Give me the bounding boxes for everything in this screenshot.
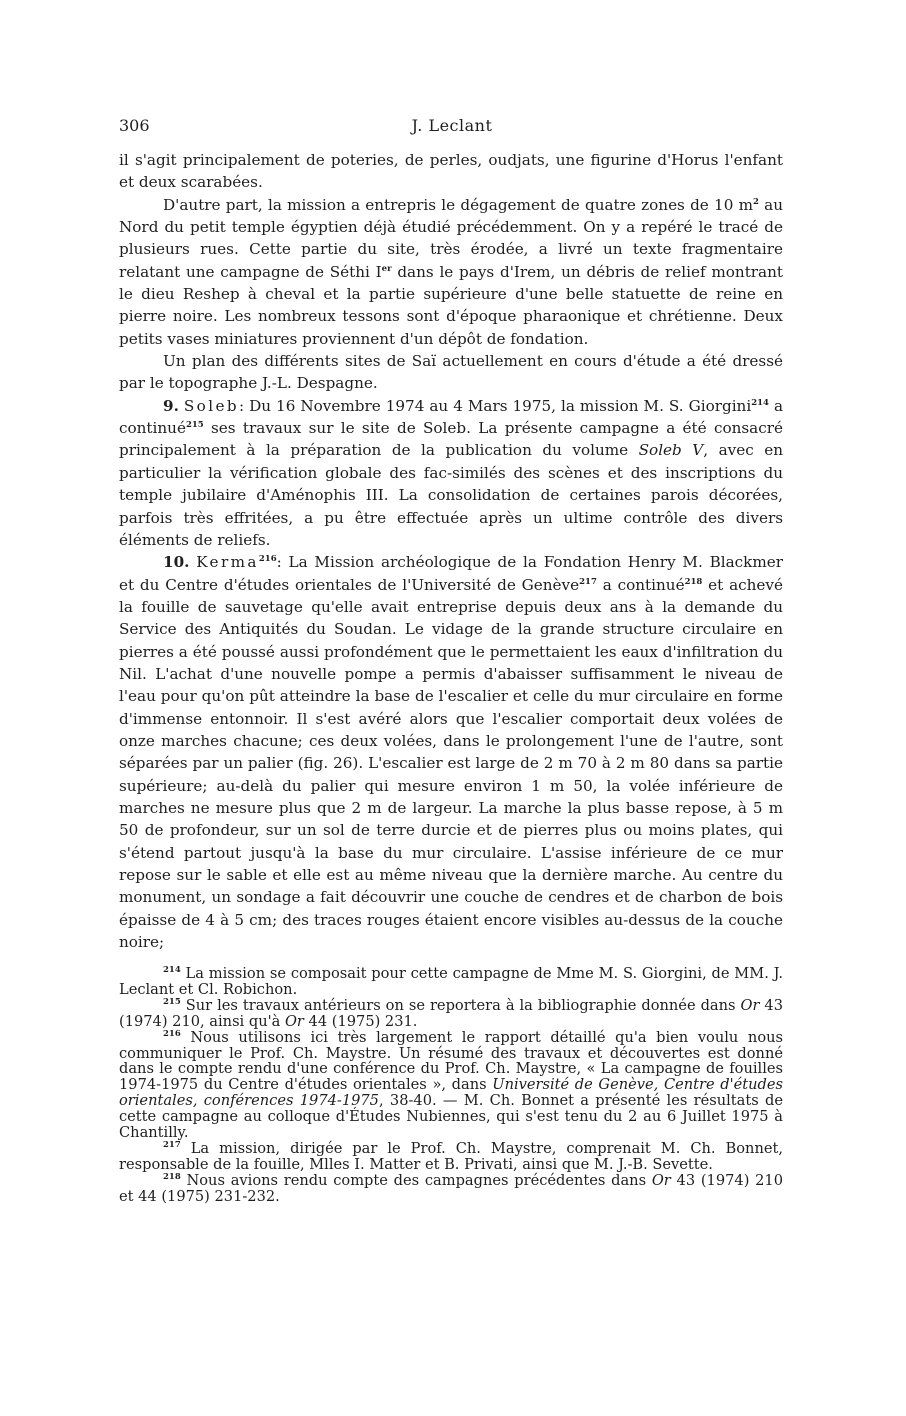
publication-title: Université de Genève, Centre d'études orientales, conférences 1974-1975 xyxy=(119,1076,783,1110)
footnote-215-part-b: 43 (1974) 210, ainsi qu'à xyxy=(119,996,783,1030)
footnote-215-part-c: 44 (1975) 231. xyxy=(303,1012,418,1030)
paragraph-1-text: il s'agit principalement de poteries, de perles, oudjats, une figurine d'Horus l'enfant et deux scarabées. xyxy=(119,151,783,192)
volume-title-soleb-v: Soleb V xyxy=(638,441,704,460)
paragraph-soleb-part-a: : Du 16 Novembre 1974 au 4 Mars 1975, la mission M. S. Giorgini xyxy=(238,396,752,415)
footnote-number-215: 215 xyxy=(163,996,181,1007)
journal-abbrev-or: Or xyxy=(284,1012,304,1030)
footnote-217 xyxy=(119,1141,783,1173)
footnote-ref-214[interactable]: 214 xyxy=(751,397,769,408)
footnote-ref-217[interactable]: 217 xyxy=(579,576,597,587)
paragraph-3 xyxy=(119,350,783,395)
footnote-214 xyxy=(119,966,783,998)
footnote-218 xyxy=(119,1173,783,1205)
section-number-10: 10. xyxy=(163,553,190,572)
footnote-number-218: 218 xyxy=(163,1171,181,1182)
footnote-215 xyxy=(119,998,783,1030)
footnote-number-217: 217 xyxy=(163,1139,181,1150)
body-text xyxy=(119,149,783,953)
paragraph-2-part-c: dans le pays d'Irem, un débris de relief montrant le dieu Reshep à cheval et la partie supérieure d'une belle statuette de reine en pierre noire. Les nombreux tessons sont d'époque pharaonique et chrétienne. Deux petits vases miniatures proviennent d'un dépôt de fondation. xyxy=(119,262,783,348)
footnote-ref-218[interactable]: 218 xyxy=(684,576,703,587)
footnote-218-part-a: Nous avions rendu compte des campagnes précédentes dans xyxy=(180,1171,652,1189)
footnote-ref-215[interactable]: 215 xyxy=(185,420,204,431)
footnote-216-part-a: Nous utilisons ici très largement le rapport détaillé qu'a bien voulu nous communiquer le Prof. Ch. Maystre. Un résumé des travaux et découvertes est donné dans le compte rendu d'une conférence du Prof. Ch. Maystre, « La campagne de fouilles 1974-1975 du Centre d'études orientales », dans xyxy=(119,1028,783,1094)
footnote-214-text: La mission se composait pour cette campagne de Mme M. S. Giorgini, de MM. J. Leclant et Cl. Robichon. xyxy=(119,965,783,998)
paragraph-soleb-part-b: a continué xyxy=(119,396,784,438)
journal-abbrev-or: Or xyxy=(740,996,760,1014)
footnotes xyxy=(119,966,783,1205)
paragraph-3-text: Un plan des différents sites de Saï actuellement en cours d'étude a été dressé par le topographe J.-L. Despagne. xyxy=(119,352,783,393)
site-name-soleb: Soleb xyxy=(183,396,239,415)
paragraph-kerma-part-b: a continué xyxy=(596,575,685,594)
paragraph-soleb xyxy=(119,395,783,551)
paragraph-2 xyxy=(119,194,783,350)
paragraph-2-part-b: au Nord du petit temple égyptien déjà étudié précédemment. On y a repéré le tracé de plusieurs rues. Cette partie du site, très érodée, a livré un texte fragmentaire relatant une campagne de Séthi I xyxy=(119,195,783,281)
journal-abbrev-or: Or xyxy=(651,1171,671,1189)
footnote-215-part-a: Sur les travaux antérieurs on se reportera à la bibliographie donnée dans xyxy=(180,996,741,1014)
section-number-9: 9. xyxy=(163,396,179,415)
superscript-er: er xyxy=(381,263,392,274)
paragraph-soleb-part-d: , avec en particulier la vérification globale des fac-similés des scènes et des inscriptions du temple jubilaire d'Aménophis III. La consolidation de certaines parois décorées, parfois très effritées, a pu être effectuée après un ultime contrôle des divers éléments de reliefs. xyxy=(119,441,783,549)
footnote-ref-216[interactable]: 216 xyxy=(258,554,277,565)
footnote-number-214: 214 xyxy=(163,965,181,975)
footnote-number-216: 216 xyxy=(163,1028,181,1039)
footnote-216-part-b: , 38-40. — M. Ch. Bonnet a présenté les résultats de cette campagne au colloque d'Études Nubiennes, qui s'est tenu du 2 au 6 Juillet 1975 à Chantilly. xyxy=(119,1092,784,1142)
footnote-218-part-b: 43 (1974) 210 et 44 (1975) 231-232. xyxy=(119,1171,783,1205)
footnote-216 xyxy=(119,1030,783,1141)
paragraph-soleb-part-c: ses travaux sur le site de Soleb. La présente campagne a été consacré principalement à la préparation de la publication du volume xyxy=(119,419,783,460)
paragraph-kerma-part-a: : La Mission archéologique de la Fondation Henry M. Blackmer et du Centre d'études orientales de l'Université de Genève xyxy=(119,553,784,594)
paragraph-kerma xyxy=(119,551,783,953)
paragraph-kerma-part-c: et achevé la fouille de sauvetage qu'elle avait entreprise depuis deux ans à la demande du Service des Antiquités du Soudan. Le vidage de la grande structure circulaire en pierres a été poussé aussi profondément que le permettaient les eaux d'infiltration du Nil. L'achat d'une nouvelle pompe a permis d'abaisser suffisamment le niveau de l'eau pour qu'on pût atteindre la base de l'escalier et celle du mur circulaire en forme d'immense entonnoir. Il s'est avéré alors que l'escalier comportait deux volées de onze marches chacune; ces deux volées, dans le prolongement l'une de l'autre, sont séparées par un palier (fig. 26). L'escalier est large de 2 m 70 à 2 m 80 dans sa partie supérieure; au-delà du palier qui mesure environ 1 m 50, la volée inférieure de marches ne mesure plus que 2 m de largeur. La marche la plus basse repose, à 5 m 50 de profondeur, sur un sol de terre durcie et de pierres plus ou moins plates, qui s'étend partout jusqu'à la base du mur circulaire. L'assise inférieure de ce mur repose sur le sable et elle est au même niveau que la dernière marche. Au centre du monument, un sondage a fait découvrir une couche de cendres et de charbon de bois épaisse de 4 à 5 cm; des traces rouges étaient encore visibles au-dessus de la couche noire; xyxy=(119,575,783,952)
site-name-kerma: Kerma xyxy=(196,553,259,572)
paragraph-2-part-a: D'autre part, la mission a entrepris le dégagement de quatre zones de 10 m xyxy=(163,195,753,214)
paragraph-1 xyxy=(119,149,783,194)
superscript-square: 2 xyxy=(753,196,759,207)
footnote-217-text: La mission, dirigée par le Prof. Ch. Maystre, comprenait M. Ch. Bonnet, responsable de la fouille, Mlles I. Matter et B. Privati, ainsi que M. J.-B. Sevette. xyxy=(119,1139,783,1173)
running-head xyxy=(119,116,785,140)
page-number: 306 xyxy=(119,116,150,135)
running-title: J. Leclant xyxy=(411,116,493,135)
